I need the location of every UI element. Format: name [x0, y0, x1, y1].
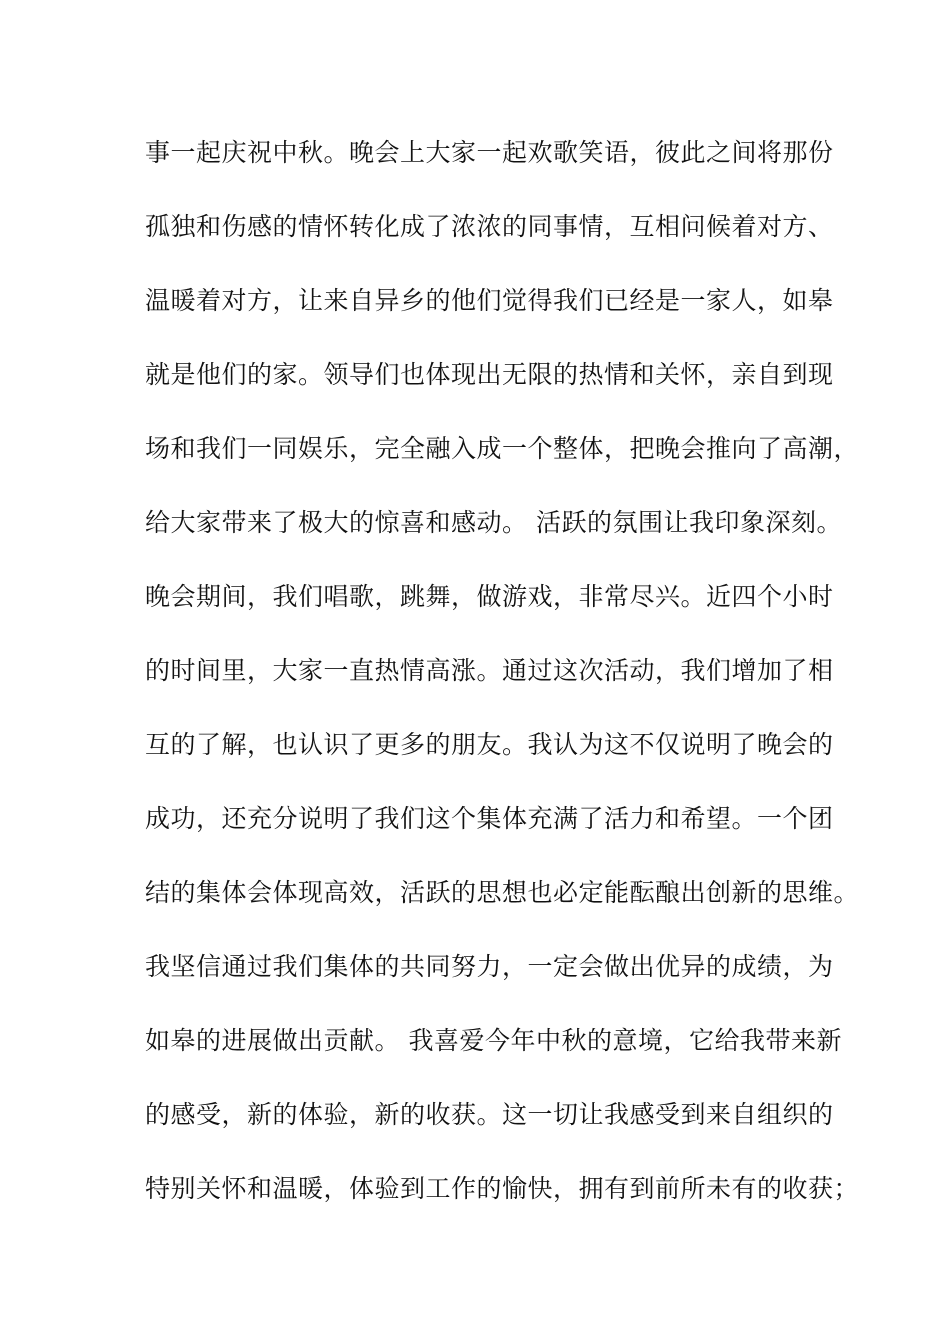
text-line: 特别关怀和温暖，体验到工作的愉快，拥有到前所未有的收获； — [145, 1174, 860, 1203]
text-line: 成功，还充分说明了我们这个集体充满了活力和希望。一个团 — [145, 804, 834, 833]
text-line: 如皋的进展做出贡献。 我喜爱今年中秋的意境，它给我带来新 — [145, 1026, 842, 1055]
text-line: 的时间里，大家一直热情高涨。通过这次活动，我们增加了相 — [145, 656, 834, 685]
text-line: 孤独和伤感的情怀转化成了浓浓的同事情，互相问候着对方、 — [145, 212, 834, 241]
text-line: 互的了解，也认识了更多的朋友。我认为这不仅说明了晚会的 — [145, 730, 834, 759]
text-line: 结的集体会体现高效，活跃的思想也必定能酝酿出创新的思维。 — [145, 878, 860, 907]
body-text — [145, 128, 860, 1238]
text-line: 给大家带来了极大的惊喜和感动。 活跃的氛围让我印象深刻。 — [145, 508, 842, 537]
text-line: 场和我们一同娱乐，完全融入成一个整体，把晚会推向了高潮， — [145, 434, 860, 463]
text-line: 事一起庆祝中秋。晚会上大家一起欢歌笑语，彼此之间将那份 — [145, 138, 834, 167]
text-line: 温暖着对方，让来自异乡的他们觉得我们已经是一家人，如皋 — [145, 286, 834, 315]
text-line: 的感受，新的体验，新的收获。这一切让我感受到来自组织的 — [145, 1100, 834, 1129]
text-line: 我坚信通过我们集体的共同努力，一定会做出优异的成绩，为 — [145, 952, 834, 981]
text-line: 就是他们的家。领导们也体现出无限的热情和关怀，亲自到现 — [145, 360, 834, 389]
text-line: 晚会期间，我们唱歌，跳舞，做游戏，非常尽兴。近四个小时 — [145, 582, 834, 611]
